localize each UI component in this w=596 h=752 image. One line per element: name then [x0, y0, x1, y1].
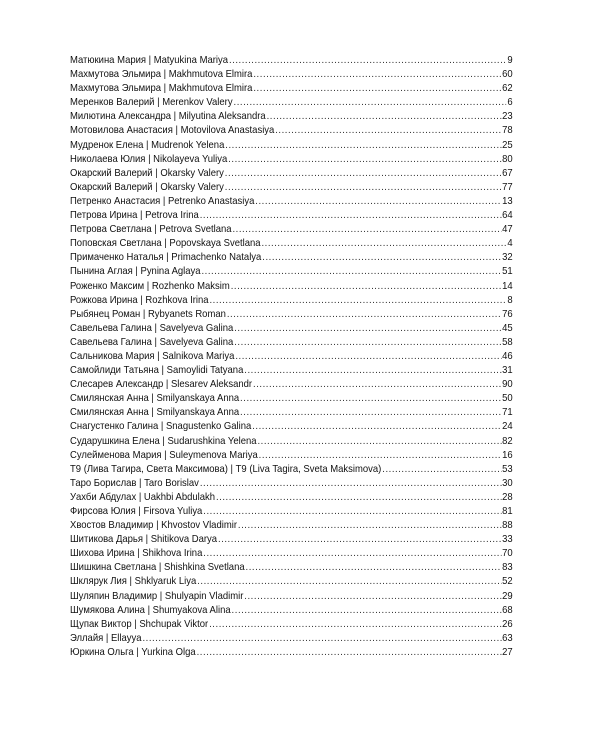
dot-leader: [232, 604, 502, 618]
dot-leader: [234, 322, 501, 336]
index-entry: [70, 237, 513, 251]
dot-leader: [240, 392, 501, 406]
index-entry-page-number: 81: [502, 506, 513, 517]
dot-leader: [201, 265, 501, 279]
index-entry-page-number: 83: [502, 562, 513, 574]
index-entry: [70, 463, 513, 477]
index-entry-name: Шумякова Алина | Shumyakova Alina: [70, 604, 231, 616]
dot-leader: [227, 308, 501, 322]
index-entry: [70, 96, 513, 110]
index-entry: [70, 82, 513, 96]
index-entry: [70, 195, 513, 209]
index-entry: [70, 336, 513, 350]
dot-leader: [267, 110, 502, 124]
index-entry-page-number: 24: [502, 421, 513, 433]
index-entry-name: Савельева Галина | Savelyeva Galina: [70, 322, 234, 334]
index-entry-page-number: 47: [502, 224, 513, 236]
dot-leader: [225, 167, 501, 181]
dot-leader: [246, 561, 502, 575]
dot-leader: [197, 575, 501, 589]
index-entry: [70, 322, 513, 336]
index-entry-name: Рыбянец Роман | Rybyanets Roman: [70, 308, 226, 320]
index-entry-name: Матюкина Мария | Matyukina Mariya: [70, 55, 229, 66]
index-entry-name: Пынина Аглая | Pynina Aglaya: [70, 266, 201, 278]
dot-leader: [231, 280, 501, 294]
dot-leader: [234, 336, 501, 350]
index-entry: [70, 561, 513, 575]
index-entry-page-number: 77: [502, 181, 513, 193]
index-entry: [70, 294, 513, 308]
dot-leader: [225, 139, 501, 153]
index-entry: [70, 153, 513, 167]
dot-leader: [253, 68, 501, 82]
index-entry: [70, 350, 513, 364]
dot-leader: [142, 632, 501, 646]
index-entry-page-number: 29: [502, 590, 513, 602]
index-entry-page-number: 90: [502, 379, 513, 391]
index-entry: [70, 392, 513, 406]
index-entry-page-number: 52: [502, 576, 513, 588]
dot-leader: [240, 406, 501, 420]
index-entry-page-number: 64: [502, 210, 513, 222]
index-entry-page-number: 76: [502, 308, 513, 320]
index-entry: [70, 604, 513, 618]
index-entry-page-number: 50: [502, 393, 513, 405]
index-entry-name: Самойлиди Татьяна | Samoylidi Tatyana: [70, 365, 244, 377]
index-entry-name: Меренков Валерий | Merenkov Valery: [70, 97, 233, 109]
index-entry-name: Шитикова Дарья | Shitikova Darya: [70, 534, 218, 546]
dot-leader: [209, 618, 501, 632]
dot-leader: [235, 350, 501, 364]
index-entry-name: Мудренок Елена | Mudrenok Yelena: [70, 139, 225, 151]
index-entry-page-number: 88: [502, 520, 513, 532]
index-entry: [70, 449, 513, 463]
index-entry-name: Шуляпин Владимир | Shulyapin Vladimir: [70, 590, 244, 602]
index-entry: [70, 265, 513, 279]
index-entry: [70, 632, 513, 646]
dot-leader: [257, 435, 501, 449]
index-entry-name: Слесарев Александр | Slesarev Aleksandr: [70, 379, 253, 391]
index-entry-name: Шихова Ирина | Shikhova Irina: [70, 548, 203, 560]
index-entry-name: Примаченко Наталья | Primachenko Natalya: [70, 252, 262, 264]
index-entry: [70, 251, 513, 265]
dot-leader: [209, 294, 506, 308]
index-entry-page-number: 13: [502, 195, 513, 207]
index-entry-name: Юркина Ольга | Yurkina Olga: [70, 646, 196, 658]
index-entry: [70, 590, 513, 604]
index-entry: [70, 505, 513, 519]
index-entry-name: Окарский Валерий | Okarsky Valery: [70, 167, 224, 179]
index-entry-page-number: 62: [502, 83, 513, 95]
dot-leader: [218, 533, 501, 547]
index-entry-page-number: 82: [502, 435, 513, 447]
dot-leader: [232, 223, 501, 237]
index-entry-page-number: 6: [507, 97, 513, 109]
index-list: [70, 54, 513, 660]
dot-leader: [229, 54, 507, 68]
index-entry-page-number: 25: [502, 139, 513, 151]
dot-leader: [275, 124, 501, 138]
dot-leader: [261, 237, 506, 251]
index-entry-page-number: 60: [502, 69, 513, 81]
index-entry-page-number: 16: [502, 449, 513, 461]
index-page: [70, 54, 513, 660]
index-entry-page-number: 45: [502, 322, 513, 334]
index-entry: [70, 124, 513, 138]
index-entry-name: Махмутова Эльмира | Makhmutova Elmira: [70, 83, 253, 95]
index-entry-name: Савельева Галина | Savelyeva Galina: [70, 336, 234, 348]
index-entry-page-number: 8: [507, 294, 513, 306]
index-entry-page-number: 51: [502, 266, 513, 278]
index-entry-name: Смилянская Анна | Smilyanskaya Anna: [70, 393, 240, 405]
index-entry-name: Махмутова Эльмира | Makhmutova Elmira: [70, 69, 253, 81]
index-entry-page-number: 30: [502, 477, 513, 489]
dot-leader: [225, 181, 501, 195]
index-entry: [70, 68, 513, 82]
index-entry-name: Эллайя | Ellayya: [70, 632, 142, 644]
index-entry-name: Хвостов Владимир | Khvostov Vladimir: [70, 520, 237, 532]
index-entry-page-number: 27: [502, 646, 513, 658]
index-entry-page-number: 78: [502, 125, 513, 137]
index-entry-name: Милютина Александра | Milyutina Aleksandra: [70, 111, 266, 123]
index-entry-page-number: 46: [502, 350, 513, 362]
index-entry-page-number: 68: [502, 604, 513, 616]
index-entry-name: Сальникова Мария | Salnikova Mariya: [70, 350, 235, 362]
dot-leader: [197, 646, 502, 660]
index-entry-page-number: 71: [502, 407, 513, 419]
index-entry: [70, 139, 513, 153]
index-entry: [70, 110, 513, 124]
dot-leader: [253, 378, 501, 392]
index-entry-name: Сулейменова Мария | Suleymenova Mariya: [70, 449, 258, 461]
index-entry-name: Фирсова Юлия | Firsova Yuliya: [70, 506, 203, 517]
index-entry-name: Николаева Юлия | Nikolayeva Yuliya: [70, 153, 228, 165]
dot-leader: [203, 505, 501, 519]
index-entry-page-number: 31: [502, 365, 513, 377]
index-entry-name: Таро Борислав | Taro Borislav: [70, 477, 199, 489]
index-entry-page-number: 4: [507, 238, 513, 250]
index-entry: [70, 223, 513, 237]
index-entry-name: Щупак Виктор | Shchupak Viktor: [70, 618, 209, 630]
index-entry: [70, 364, 513, 378]
dot-leader: [234, 96, 507, 110]
index-entry: [70, 420, 513, 434]
dot-leader: [244, 364, 501, 378]
index-entry-name: Шклярук Лия | Shklyaruk Liya: [70, 576, 197, 588]
index-entry-name: Мотовилова Анастасия | Motovilova Anastasiya: [70, 125, 275, 137]
index-entry-page-number: 33: [502, 534, 513, 546]
index-entry-name: Сударушкина Елена | Sudarushkina Yelena: [70, 435, 257, 447]
index-entry-name: Уахби Абдулах | Uakhbi Abdulakh: [70, 491, 216, 503]
index-entry-name: Шишкина Светлана | Shishkina Svetlana: [70, 562, 245, 574]
index-entry: [70, 435, 513, 449]
index-entry-page-number: 9: [507, 55, 513, 66]
index-entry-page-number: 14: [502, 280, 513, 292]
index-entry: [70, 308, 513, 322]
dot-leader: [238, 519, 501, 533]
index-entry: [70, 181, 513, 195]
index-entry-name: Окарский Валерий | Okarsky Valery: [70, 181, 224, 193]
dot-leader: [262, 251, 501, 265]
dot-leader: [382, 463, 501, 477]
index-entry: [70, 618, 513, 632]
dot-leader: [200, 477, 501, 491]
index-entry: [70, 646, 513, 660]
index-entry: [70, 406, 513, 420]
index-entry: [70, 547, 513, 561]
index-entry-name: Роженко Максим | Rozhenko Maksim: [70, 280, 230, 292]
index-entry-page-number: 63: [502, 632, 513, 644]
index-entry-page-number: 70: [502, 548, 513, 560]
index-entry-name: Т9 (Лива Тагира, Света Максимова) | T9 (Liva Tagira, Sveta Maksimova): [70, 463, 382, 475]
index-entry-page-number: 67: [502, 167, 513, 179]
index-entry-page-number: 28: [502, 491, 513, 503]
index-entry-name: Петрова Ирина | Petrova Irina: [70, 210, 199, 222]
index-entry: [70, 519, 513, 533]
dot-leader: [255, 195, 501, 209]
index-entry-name: Поповская Светлана | Popovskaya Svetlana: [70, 238, 261, 250]
dot-leader: [203, 547, 501, 561]
index-entry: [70, 209, 513, 223]
dot-leader: [253, 82, 501, 96]
index-entry: [70, 575, 513, 589]
index-entry: [70, 477, 513, 491]
index-entry-name: Рожкова Ирина | Rozhkova Irina: [70, 294, 209, 306]
index-entry: [70, 491, 513, 505]
index-entry-page-number: 32: [502, 252, 513, 264]
dot-leader: [228, 153, 501, 167]
index-entry-name: Петренко Анастасия | Petrenko Anastasiya: [70, 195, 255, 207]
index-entry: [70, 167, 513, 181]
index-entry-page-number: 58: [502, 336, 513, 348]
index-entry-page-number: 53: [502, 463, 513, 475]
index-entry-page-number: 80: [502, 153, 513, 165]
index-entry: [70, 280, 513, 294]
index-entry: [70, 54, 513, 68]
index-entry-name: Смилянская Анна | Smilyanskaya Anna: [70, 407, 240, 419]
index-entry-name: Петрова Светлана | Petrova Svetlana: [70, 224, 232, 236]
dot-leader: [244, 590, 501, 604]
index-entry-page-number: 26: [502, 618, 513, 630]
dot-leader: [216, 491, 501, 505]
index-entry: [70, 533, 513, 547]
dot-leader: [200, 209, 501, 223]
index-entry-name: Снагустенко Галина | Snagustenko Galina: [70, 421, 252, 433]
index-entry-page-number: 23: [502, 111, 513, 123]
index-entry: [70, 378, 513, 392]
dot-leader: [259, 449, 502, 463]
dot-leader: [252, 420, 501, 434]
